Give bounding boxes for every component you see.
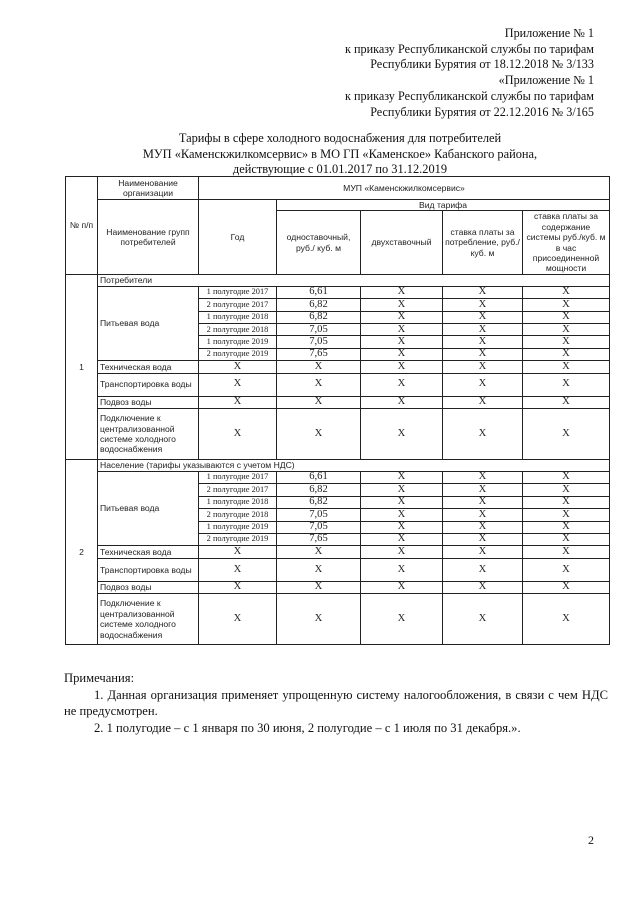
header-year: Год — [199, 200, 277, 275]
tariff-cell: X — [277, 396, 361, 408]
title-line: действующие с 01.01.2017 по 31.12.2019 — [232, 162, 448, 177]
tariff-table — [65, 176, 610, 645]
tariff-cell: X — [443, 546, 523, 558]
title-line: Тарифы в сфере холодного водоснабжения для потребителей — [178, 131, 502, 145]
tariff-cell: X — [199, 581, 277, 593]
maintenance-rate-value: X — [523, 286, 610, 298]
tariff-cell: X — [523, 373, 610, 396]
tariff-cell: X — [361, 558, 443, 581]
table-row — [66, 546, 610, 558]
period-cell: 2 полугодие 2019 — [199, 533, 277, 545]
note-item: 2. 1 полугодие – с 1 января по 30 июня, 2 полугодие – с 1 июля по 31 декабря.». — [94, 720, 521, 735]
page-number: 2 — [588, 833, 594, 847]
consumption-rate-value: X — [443, 336, 523, 348]
two-rate-value: X — [361, 509, 443, 521]
period-cell: 1 полугодие 2018 — [199, 311, 277, 323]
consumption-rate-value: X — [443, 484, 523, 496]
maintenance-rate-value: X — [523, 496, 610, 508]
tariff-cell: X — [277, 558, 361, 581]
table-row — [66, 373, 610, 396]
consumption-rate-value: X — [443, 311, 523, 323]
tariff-cell: X — [277, 594, 361, 645]
header-line: «Приложение № 1 — [498, 73, 594, 88]
header-consumer-groups: Наименование групп потребителей — [98, 200, 199, 275]
period-cell: 2 полугодие 2019 — [199, 348, 277, 360]
consumption-rate-value: X — [443, 348, 523, 360]
one-rate-value: 6,82 — [277, 311, 361, 323]
period-cell: 2 полугодие 2018 — [199, 324, 277, 336]
table-body — [66, 274, 610, 644]
tariff-cell: X — [361, 546, 443, 558]
section-number: 1 — [66, 274, 98, 459]
period-cell: 1 полугодие 2017 — [199, 286, 277, 298]
two-rate-value: X — [361, 533, 443, 545]
consumption-rate-value: X — [443, 299, 523, 311]
maintenance-rate-value: X — [523, 311, 610, 323]
header-two-rate: двухставочный — [361, 211, 443, 274]
period-cell: 1 полугодие 2019 — [199, 336, 277, 348]
maintenance-rate-value: X — [523, 324, 610, 336]
two-rate-value: X — [361, 521, 443, 533]
tariff-cell: X — [277, 361, 361, 373]
one-rate-value: 6,82 — [277, 496, 361, 508]
table-row — [66, 408, 610, 459]
tariff-cell: X — [443, 594, 523, 645]
one-rate-value: 7,05 — [277, 521, 361, 533]
tariff-cell: X — [443, 558, 523, 581]
maintenance-rate-value: X — [523, 533, 610, 545]
service-name: Техническая вода — [98, 361, 199, 373]
tariff-cell: X — [523, 408, 610, 459]
service-name: Подключение к централизованной системе холодного водоснабжения — [98, 408, 199, 459]
service-name: Транспортировка воды — [98, 558, 199, 581]
consumption-rate-value: X — [443, 496, 523, 508]
drinking-water-label: Питьевая вода — [98, 471, 199, 545]
period-cell: 2 полугодие 2017 — [199, 299, 277, 311]
tariff-cell: X — [361, 373, 443, 396]
tariff-cell: X — [361, 396, 443, 408]
tariff-cell: X — [361, 361, 443, 373]
tariff-cell: X — [199, 408, 277, 459]
one-rate-value: 7,65 — [277, 348, 361, 360]
document-title — [60, 131, 620, 178]
two-rate-value: X — [361, 286, 443, 298]
table-row — [66, 286, 610, 298]
one-rate-value: 6,82 — [277, 299, 361, 311]
header-line: к приказу Республиканской службы по тарифам — [345, 41, 594, 56]
tariff-cell: X — [361, 594, 443, 645]
title-line: МУП «Каменскжилкомсервис» в МО ГП «Каменское» Кабанского района, — [142, 146, 538, 161]
service-name: Подвоз воды — [98, 396, 199, 408]
document-header — [345, 26, 594, 120]
tariff-cell: X — [199, 558, 277, 581]
tariff-cell: X — [523, 581, 610, 593]
organization-name: МУП «Каменскжилкомсервис» — [199, 177, 610, 200]
two-rate-value: X — [361, 471, 443, 483]
one-rate-value: 6,61 — [277, 471, 361, 483]
header-number: № п/п — [66, 177, 98, 275]
maintenance-rate-value: X — [523, 299, 610, 311]
header-organization: Наименование организации — [98, 177, 199, 200]
section-row — [66, 274, 610, 286]
one-rate-value: 7,65 — [277, 533, 361, 545]
two-rate-value: X — [361, 348, 443, 360]
tariff-cell: X — [199, 594, 277, 645]
tariff-cell: X — [277, 581, 361, 593]
maintenance-rate-value: X — [523, 484, 610, 496]
tariff-cell: X — [277, 373, 361, 396]
tariff-cell: X — [199, 546, 277, 558]
header-line: Республики Бурятия от 18.12.2018 № 3/133 — [370, 57, 594, 72]
two-rate-value: X — [361, 484, 443, 496]
one-rate-value: 6,61 — [277, 286, 361, 298]
tariff-cell: X — [523, 558, 610, 581]
table-row — [66, 471, 610, 483]
period-cell: 2 полугодие 2017 — [199, 484, 277, 496]
service-name: Техническая вода — [98, 546, 199, 558]
header-one-rate: одноставочный, руб./ куб. м — [277, 211, 361, 274]
section-row — [66, 459, 610, 471]
service-name: Подключение к централизованной системе холодного водоснабжения — [98, 594, 199, 645]
one-rate-value: 7,05 — [277, 336, 361, 348]
tariff-cell: X — [199, 396, 277, 408]
table-row — [66, 361, 610, 373]
consumption-rate-value: X — [443, 324, 523, 336]
table-row — [66, 396, 610, 408]
tariff-cell: X — [199, 373, 277, 396]
maintenance-rate-value: X — [523, 471, 610, 483]
tariff-cell: X — [523, 546, 610, 558]
two-rate-value: X — [361, 324, 443, 336]
table-row — [66, 581, 610, 593]
tariff-cell: X — [361, 581, 443, 593]
section-title: Население (тарифы указываются с учетом НДС) — [98, 459, 610, 471]
two-rate-value: X — [361, 336, 443, 348]
table-row — [66, 594, 610, 645]
tariff-cell: X — [523, 396, 610, 408]
tariff-cell: X — [523, 594, 610, 645]
one-rate-value: 6,82 — [277, 484, 361, 496]
period-cell: 2 полугодие 2018 — [199, 509, 277, 521]
one-rate-value: 7,05 — [277, 509, 361, 521]
header-line: Приложение № 1 — [504, 26, 594, 40]
period-cell: 1 полугодие 2018 — [199, 496, 277, 508]
consumption-rate-value: X — [443, 286, 523, 298]
tariff-cell: X — [523, 361, 610, 373]
period-cell: 1 полугодие 2017 — [199, 471, 277, 483]
consumption-rate-value: X — [443, 521, 523, 533]
notes — [64, 670, 608, 736]
period-cell: 1 полугодие 2019 — [199, 521, 277, 533]
service-name: Транспортировка воды — [98, 373, 199, 396]
maintenance-rate-value: X — [523, 348, 610, 360]
tariff-cell: X — [199, 361, 277, 373]
maintenance-rate-value: X — [523, 509, 610, 521]
tariff-cell: X — [277, 408, 361, 459]
tariff-cell: X — [443, 581, 523, 593]
one-rate-value: 7,05 — [277, 324, 361, 336]
section-title: Потребители — [98, 274, 610, 286]
header-maintenance-rate: ставка платы за содержание системы руб./куб. м в час присоединенной мощности — [523, 211, 610, 274]
tariff-cell: X — [277, 546, 361, 558]
tariff-cell: X — [443, 361, 523, 373]
consumption-rate-value: X — [443, 509, 523, 521]
header-consumption-rate: ставка платы за потребление, руб./ куб. м — [443, 211, 523, 274]
header-line: Республики Бурятия от 22.12.2016 № 3/165 — [370, 104, 594, 119]
maintenance-rate-value: X — [523, 336, 610, 348]
two-rate-value: X — [361, 311, 443, 323]
tariff-cell: X — [361, 408, 443, 459]
header-tariff-type: Вид тарифа — [277, 200, 610, 211]
tariff-cell: X — [443, 373, 523, 396]
consumption-rate-value: X — [443, 533, 523, 545]
service-name: Подвоз воды — [98, 581, 199, 593]
tariff-cell: X — [443, 408, 523, 459]
tariff-cell: X — [443, 396, 523, 408]
two-rate-value: X — [361, 496, 443, 508]
table-row — [66, 558, 610, 581]
maintenance-rate-value: X — [523, 521, 610, 533]
two-rate-value: X — [361, 299, 443, 311]
drinking-water-label: Питьевая вода — [98, 286, 199, 360]
consumption-rate-value: X — [443, 471, 523, 483]
section-number: 2 — [66, 459, 98, 644]
note-item: 1. Данная организация применяет упрощенную систему налогообложения, в связи с чем НДС не предусмотрен. — [64, 687, 608, 719]
header-line: к приказу Республиканской службы по тарифам — [345, 88, 594, 103]
notes-heading: Примечания: — [64, 671, 135, 685]
